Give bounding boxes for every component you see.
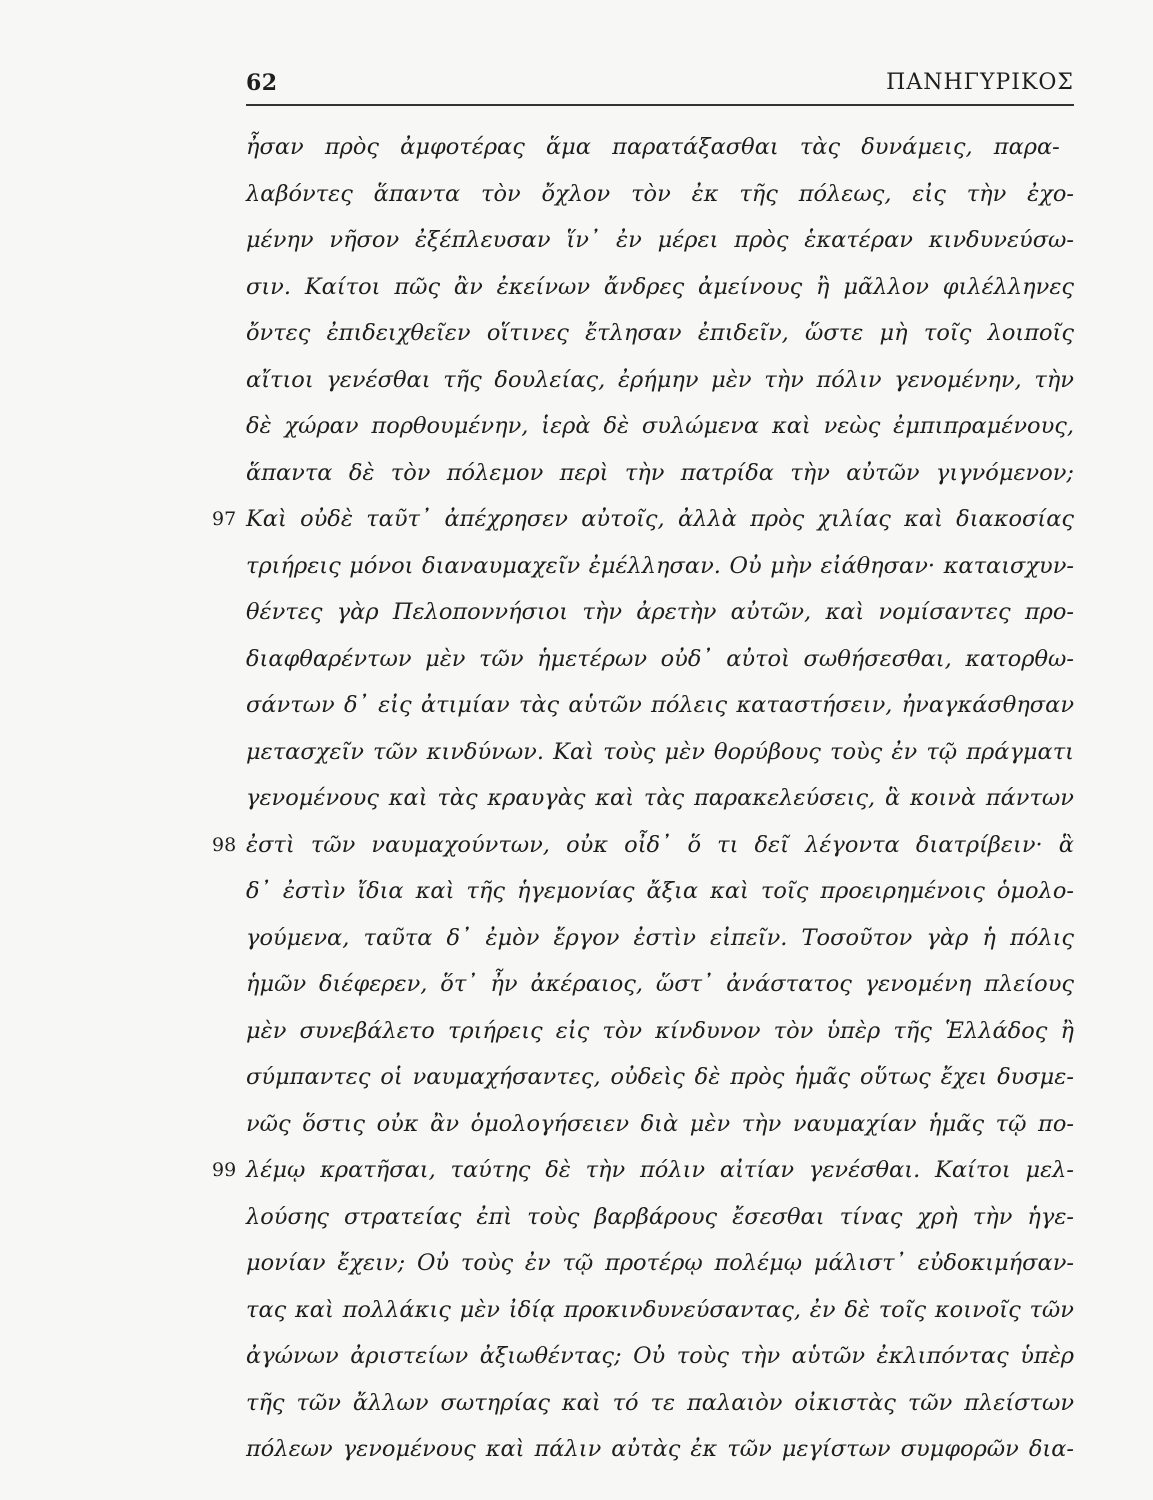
line-text: λέμῳ κρατῆσαι, ταύτης δὲ τὴν πόλιν αἰτίαν γενέσθαι. Καίτοι μελ-: [246, 1157, 1075, 1183]
line-text: τριήρεις μόνοι διαναυμαχεῖν ἐμέλλησαν. Οὐ μὴν εἰάθησαν· καταισχυν-: [246, 552, 1074, 579]
line-text: ὄντες ἐπιδειχθεῖεν οἵτινες ἔτλησαν ἐπιδεῖν, ὥστε μὴ τοῖς λοιποῖς: [246, 320, 1074, 346]
line-text: μὲν συνεβάλετο τριήρεις εἰς τὸν κίνδυνον τὸν ὑπὲρ τῆς Ἑλλάδος ἢ: [246, 1017, 1074, 1044]
text-line: [246, 1287, 1074, 1334]
line-text: αἴτιοι γενέσθαι τῆς δουλείας, ἐρήμην μὲν τὴν πόλιν γενομένην, τὴν: [246, 366, 1074, 393]
line-text: ἅπαντα δὲ τὸν πόλεμον περὶ τὴν πατρίδα τὴν αὐτῶν γιγνόμενον;: [246, 459, 1075, 486]
line-text: διαφθαρέντων μὲν τῶν ἡμετέρων οὐδ᾿ αὐτοὶ σωθήσεσθαι, κατορθω-: [246, 645, 1074, 672]
text-line: [246, 868, 1074, 915]
line-text: μονίαν ἔχειν; Οὐ τοὺς ἐν τῷ προτέρῳ πολέμῳ μάλιστ᾿ εὐδοκιμήσαν-: [246, 1250, 1074, 1276]
line-text: νῶς ὅστις οὐκ ἂν ὁμολογήσειεν διὰ μὲν τὴν ναυμαχίαν ἡμᾶς τῷ πο-: [246, 1110, 1074, 1137]
section-number: 98: [212, 833, 237, 856]
line-text: λαβόντες ἅπαντα τὸν ὄχλον τὸν ἐκ τῆς πόλεως, εἰς τὴν ἐχο-: [246, 180, 1075, 207]
text-line: [246, 264, 1074, 311]
text-line: [212, 822, 1074, 869]
line-text: τας καὶ πολλάκις μὲν ἰδίᾳ προκινδυνεύσαντας, ἐν δὲ τοῖς κοινοῖς τῶν: [246, 1296, 1074, 1323]
text-line: [246, 1054, 1074, 1101]
line-text: δ᾿ ἐστὶν ἴδια καὶ τῆς ἡγεμονίας ἄξια καὶ τοῖς προειρημένοις ὁμολο-: [246, 878, 1074, 904]
text-line: [246, 403, 1074, 450]
section-number: 97: [212, 508, 237, 530]
text-line: [246, 543, 1074, 590]
line-text: τῆς τῶν ἄλλων σωτηρίας καὶ τό τε παλαιὸν οἰκιστὰς τῶν πλείστων: [246, 1389, 1075, 1416]
text-line: [246, 217, 1074, 264]
running-head: [246, 70, 1074, 104]
running-title: ΠΑΝΗΓΥΡΙΚΟΣ: [886, 70, 1074, 95]
text-line: [246, 171, 1074, 218]
text-line: [246, 1194, 1074, 1241]
line-text: σιν. Καίτοι πῶς ἂν ἐκείνων ἄνδρες ἀμείνους ἢ μᾶλλον φιλέλληνες: [246, 273, 1075, 300]
line-text: θέντες γὰρ Πελοποννήσιοι τὴν ἀρετὴν αὐτῶν, καὶ νομίσαντες προ-: [246, 599, 1075, 625]
text-line: [246, 1380, 1074, 1427]
text-line: [246, 450, 1074, 497]
line-text: μετασχεῖν τῶν κινδύνων. Καὶ τοὺς μὲν θορύβους τοὺς ἐν τῷ πράγματι: [246, 738, 1074, 765]
text-line: [246, 310, 1074, 357]
line-text: σάντων δ᾿ εἰς ἀτιμίαν τὰς αὑτῶν πόλεις καταστήσειν, ἠναγκάσθησαν: [246, 692, 1075, 718]
text-line: [246, 915, 1074, 962]
text-line: [246, 1240, 1074, 1287]
line-text: λούσης στρατείας ἐπὶ τοὺς βαρβάρους ἔσεσθαι τίνας χρὴ τὴν ἡγε-: [246, 1203, 1075, 1230]
line-text: ἡμῶν διέφερεν, ὅτ᾿ ἦν ἀκέραιος, ὥστ᾿ ἀνάστατος γενομένη πλείους: [246, 971, 1074, 997]
text-line: [246, 775, 1074, 822]
text-line: [212, 496, 1075, 543]
line-text: Καὶ οὐδὲ ταῦτ᾿ ἀπέχρησεν αὐτοῖς, ἀλλὰ πρὸς χιλίας καὶ διακοσίας: [246, 506, 1075, 532]
text-line: [246, 682, 1074, 729]
text-line: [246, 1101, 1074, 1148]
text-line: [246, 1333, 1074, 1380]
text-line: [246, 961, 1074, 1008]
text-line: [246, 124, 1074, 171]
text-line: [246, 357, 1074, 404]
text-line: [246, 636, 1074, 683]
text-line: [246, 589, 1074, 636]
text-line: [246, 729, 1074, 776]
line-text: πόλεων γενομένους καὶ πάλιν αὐτὰς ἐκ τῶν μεγίστων συμφορῶν δια-: [246, 1436, 1075, 1462]
line-text: δὲ χώραν πορθουμένην, ἱερὰ δὲ συλώμενα καὶ νεὼς ἐμπιπραμένους,: [246, 413, 1075, 439]
text-line: [246, 1008, 1074, 1055]
line-text: σύμπαντες οἱ ναυμαχήσαντες, οὐδεὶς δὲ πρὸς ἡμᾶς οὕτως ἔχει δυσμε-: [246, 1064, 1074, 1090]
text-line: [212, 1147, 1075, 1194]
line-text: ἀγώνων ἀριστείων ἀξιωθέντας; Οὐ τοὺς τὴν αὑτῶν ἐκλιπόντας ὑπὲρ: [246, 1343, 1074, 1369]
line-text: ἐστὶ τῶν ναυμαχούντων, οὐκ οἶδ᾿ ὅ τι δεῖ λέγοντα διατρίβειν· ἃ: [246, 831, 1074, 858]
header-rule: [246, 104, 1074, 106]
section-number: 99: [212, 1159, 237, 1181]
body-text: [212, 124, 1075, 1473]
line-text: ἦσαν πρὸς ἀμφοτέρας ἅμα παρατάξασθαι τὰς δυνάμεις, παρα-: [246, 134, 1060, 160]
line-text: γενομένους καὶ τὰς κραυγὰς καὶ τὰς παρακελεύσεις, ἃ κοινὰ πάντων: [246, 785, 1074, 811]
page-number: 62: [246, 70, 278, 96]
text-line: [246, 1426, 1074, 1473]
line-text: γούμενα, ταῦτα δ᾿ ἐμὸν ἔργον ἐστὶν εἰπεῖν. Τοσοῦτον γὰρ ἡ πόλις: [246, 924, 1075, 951]
line-text: μένην νῆσον ἐξέπλευσαν ἵν᾿ ἐν μέρει πρὸς ἑκατέραν κινδυνεύσω-: [246, 227, 1075, 253]
